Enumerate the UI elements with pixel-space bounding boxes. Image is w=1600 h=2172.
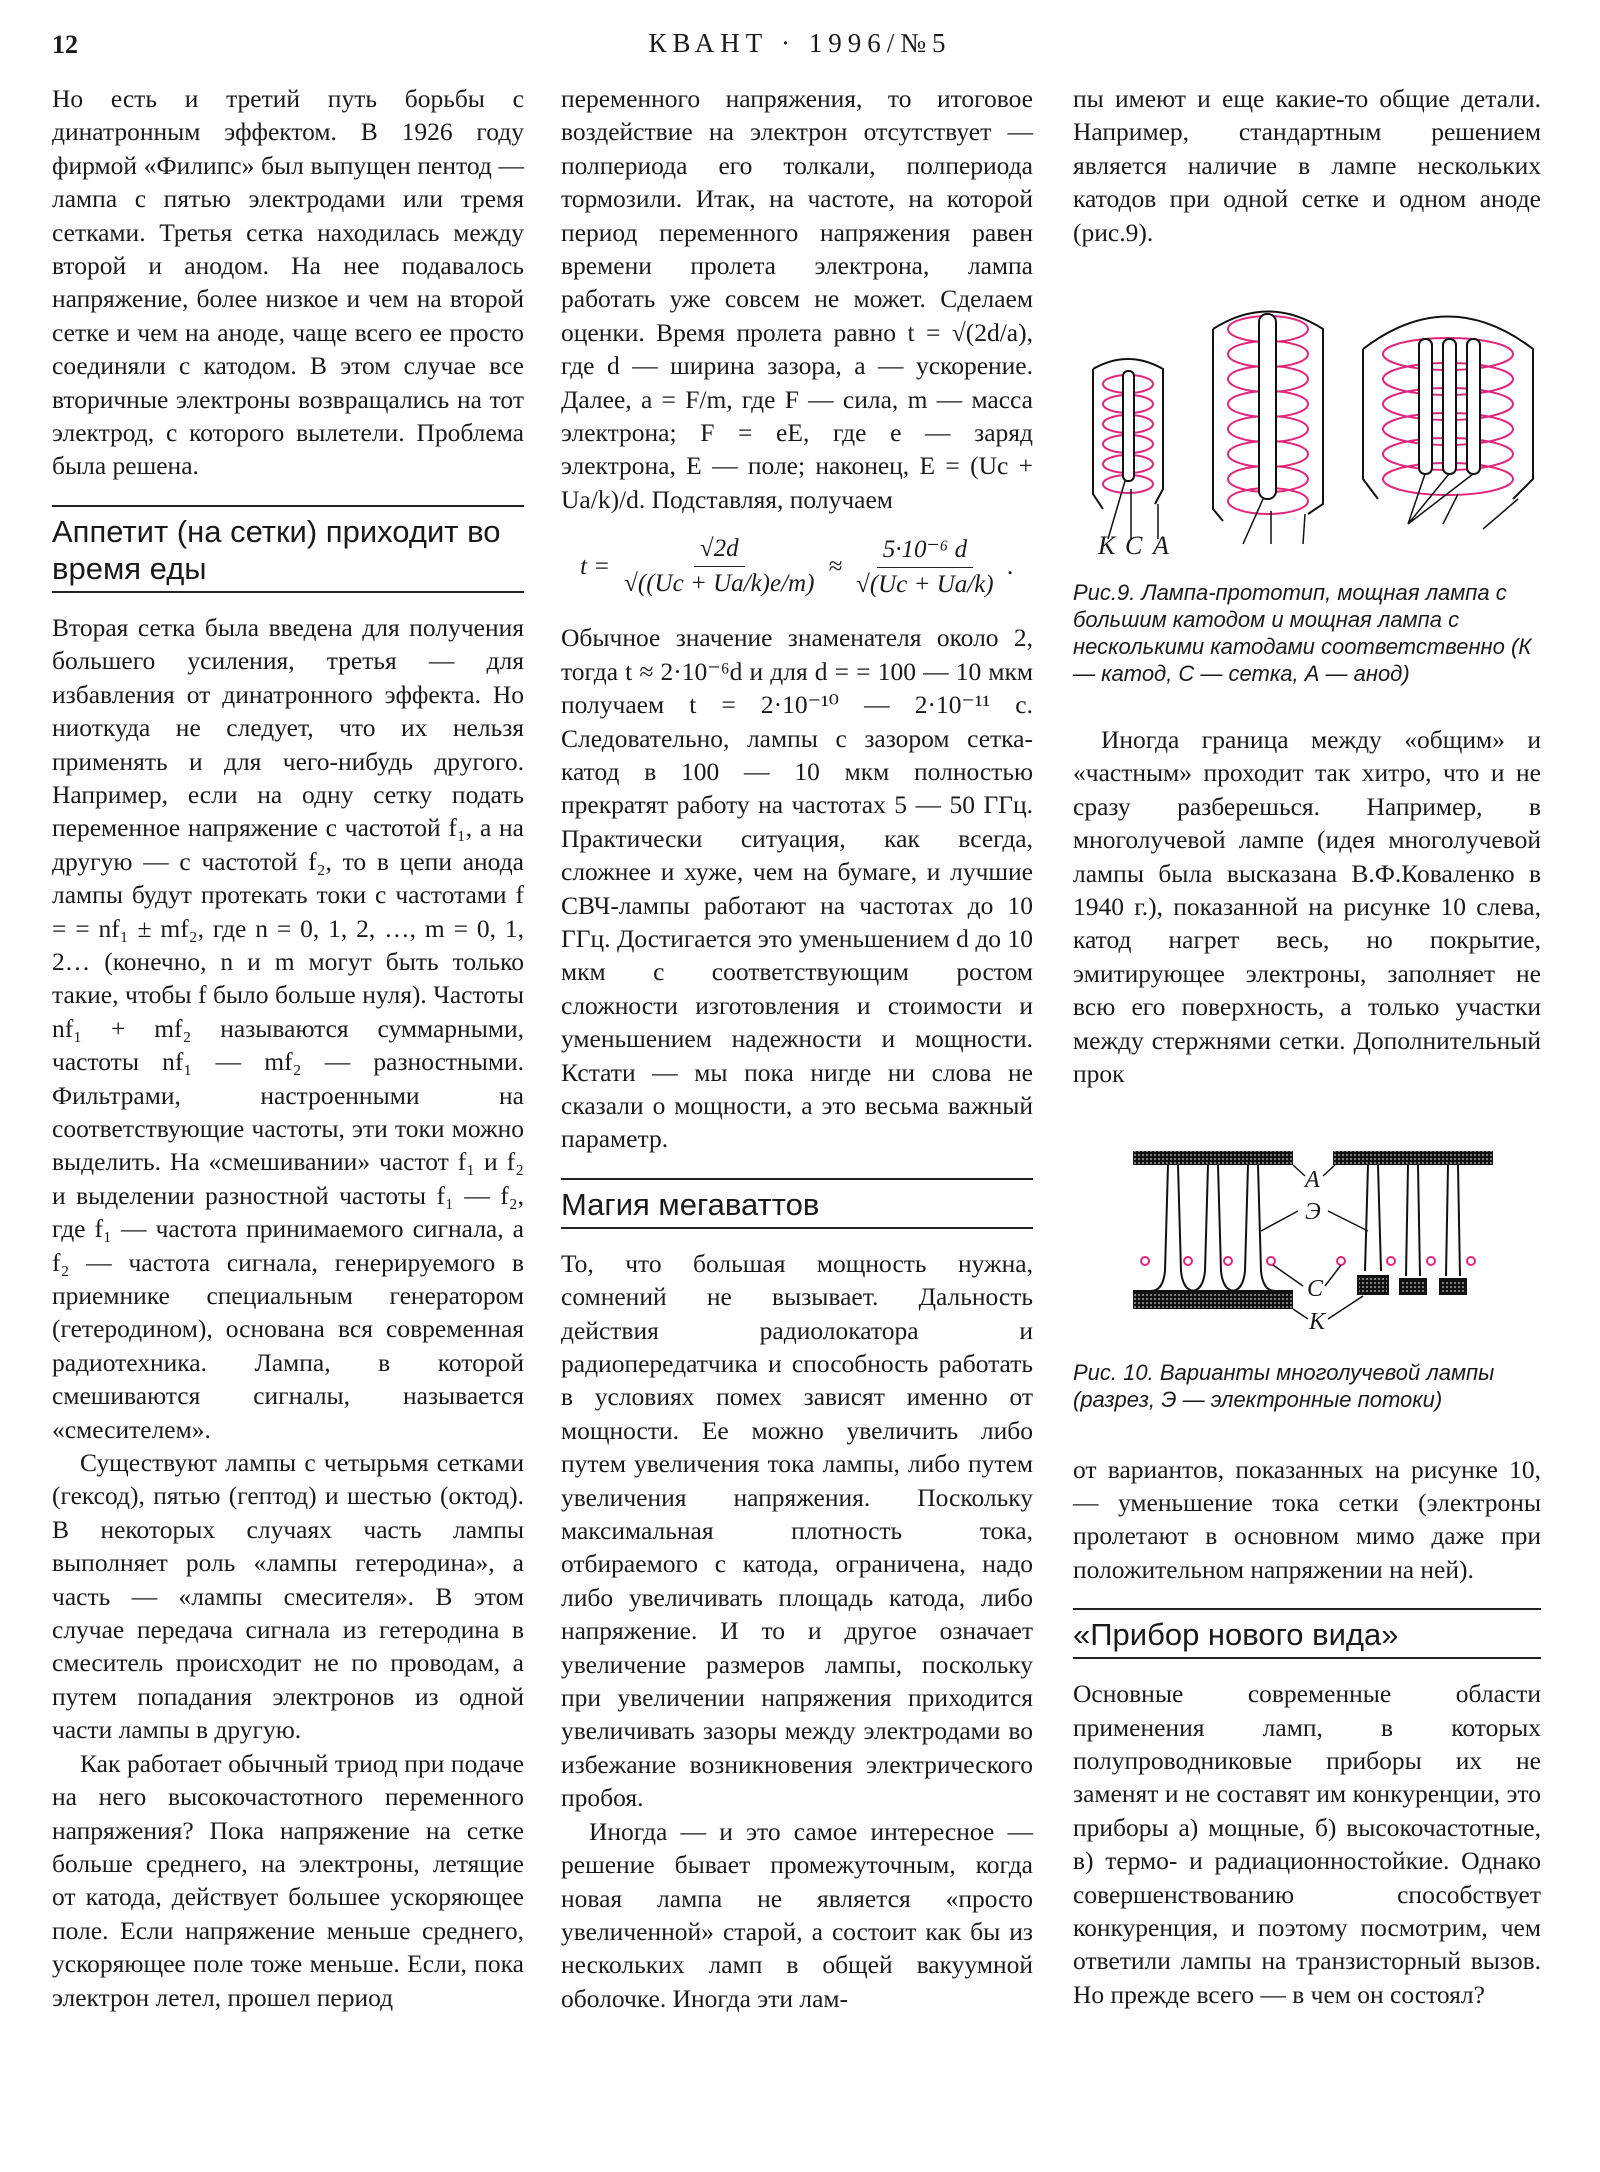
label-anode: А bbox=[1305, 1166, 1320, 1193]
approx-sign: ≈ bbox=[828, 552, 843, 580]
label-cathode: К bbox=[1098, 531, 1116, 561]
column-2 bbox=[561, 82, 1033, 2015]
label-cathode: К bbox=[1309, 1308, 1325, 1335]
label-grid: С bbox=[1125, 531, 1143, 561]
section-heading: Магия мегаваттов bbox=[561, 1178, 1033, 1229]
section-heading: «Прибор нового вида» bbox=[1073, 1608, 1541, 1659]
label-grid: С bbox=[1307, 1275, 1324, 1302]
paragraph: пы имеют и еще какие-то общие детали. Например, стандартным решением является наличие в лампе нескольких катодов при одной сетке и одном аноде (рис.9). bbox=[1073, 84, 1541, 247]
column-1 bbox=[52, 82, 524, 2014]
paragraph: То, что большая мощность нужна, сомнений не вызывает. Дальность действия радиолокатора и радиопередатчика и способность работать в условиях помех зависят именно от мощности. Ее можно увеличить либо путем увеличения тока лампы, либо путем увеличения напряжения. Поскольку максимальная плотность тока, отбираемого с катода, ограничена, надо либо увеличивать площадь катода, либо напряжение. И то и другое означает увеличение размеров лампы, поскольку при увеличении напряжения приходится увеличивать зазоры между электродами во избежание возникновения электрического пробоя. bbox=[561, 1248, 1033, 1813]
figure-10-caption: Рис. 10. Варианты многолучевой лампы (разрез, Э — электронные потоки) bbox=[1073, 1359, 1495, 1412]
section-heading: Аппетит (на сетки) приходит во время еды bbox=[52, 505, 524, 593]
formula-flight-time bbox=[561, 534, 1033, 599]
paragraph: Как работает обычный триод при подаче на него высокочастотного переменного напряжения? Пока напряжение на сетке больше среднего, на электроны, летящие от катода, действует большее ускоряющее поле. Если напряжение меньше среднего, ускоряющее поле тоже меньше. Если, пока электрон летел, прошел период bbox=[52, 1748, 524, 2012]
column-3 bbox=[1073, 82, 1541, 2011]
figure-9-caption: Рис.9. Лампа-прототип, мощная лампа с большим катодом и мощная лампа с несколькими катодами соответственно (К — катод, С — сетка, А — анод) bbox=[1073, 580, 1532, 687]
page-number: 12 bbox=[52, 30, 78, 59]
lamp-diagrams bbox=[1073, 289, 1541, 549]
paragraph: Но есть и третий путь борьбы с динатронным эффектом. В 1926 году фирмой «Филипс» был выпущен пентод — лампа с пятью электродами или тремя сетками. Третья сетка находилась между второй и анодом. На нее подавалось напряжение, более низкое и чем на второй сетке и чем на аноде, чаще всего ее просто соединяли с катодом. В этом случае все вторичные электроны возвращались на тот электрод, с которого вылетели. Проблема была решена. bbox=[52, 84, 524, 481]
figure-9 bbox=[1073, 289, 1541, 687]
label-anode: А bbox=[1153, 531, 1169, 561]
paragraph: Существуют лампы с четырьмя сетками (гексод), пятью (гептод) и шестью (октод). В некоторых случаях часть лампы выполняет роль «лампы гетеродина», а часть — «лампы смесителя». В этом случае передача сигнала из гетеродина в смеситель происходит не по проводам, а путем попадания электронов из одной части лампы в другую. bbox=[52, 1448, 524, 1745]
denominator: √((Uс + Uа/k)e/m) bbox=[624, 570, 815, 598]
fraction bbox=[618, 535, 820, 598]
paragraph: Вторая сетка была введена для получения большего усиления, третья — для избавления от динатронного эффекта. Но ниоткуда не следует, что их нельзя применять и для чего-нибудь другого. Например, если на одну сетку подать переменное напряжение с частотой f₁, а на другую — с частотой f₂, то в цепи анода лампы будут протекать токи с частотами f = = nf₁ ± mf₂, где n = 0, 1, 2, …, m = 0, 1, 2… (конечно, n и m могут быть только такие, чтобы f было больше нуля). Частоты nf₁ + mf₂ называются суммарными, частоты nf₁ — mf₂ — разностными. Фильтрами, настроенными на соответствующие частоты, эти токи можно выделить. На «смешивании» частот f₁ и f₂ и выделении разностной частоты f₁ — f₂, где f₁ — частота принимаемого сигнала, а f₂ — частота сигнала, генерируемого в приемнике специальным генератором (гетеродином), основана вся современная радиотехника. Лампа, в которой смешиваются сигналы, называется «смесителем». bbox=[52, 612, 524, 1444]
fraction bbox=[850, 534, 1000, 599]
period: . bbox=[1007, 552, 1014, 580]
numerator: √2d bbox=[694, 535, 745, 567]
paragraph: Иногда — и это самое интересное — решение бывает промежуточным, когда новая лампа не является «просто увеличенной» старой, а состоит как бы из нескольких ламп в общей вакуумной оболочке. Иногда эти лам- bbox=[561, 1816, 1033, 2013]
formula-lhs: t = bbox=[580, 552, 611, 580]
running-title: КВАНТ · 1996/№5 bbox=[648, 28, 952, 58]
paragraph: от вариантов, показанных на рисунке 10, — уменьшение тока сетки (электроны пролетают в основном мимо даже при положительном напряжении на ней). bbox=[1073, 1454, 1541, 1584]
paragraph: Иногда граница между «общим» и «частным» проходит так хитро, что и не сразу разберешься. Например, в многолучевой лампе (идея многолучевой лампы была высказана В.Ф.Коваленко в 1940 г.), показанной на рисунке 10 слева, катод нагрет весь, но покрытие, эмитирующее электроны, заполняет не всю его поверхность, а только участки между стержнями сетки. Дополнительный прок bbox=[1073, 725, 1541, 1089]
figure-10 bbox=[1073, 1141, 1541, 1413]
paragraph: Основные современные области применения ламп, в которых полупроводниковые приборы их не заменят и не составят им конкуренции, это приборы а) мощные, б) высокочастотные, в) термо- и радиационностойкие. Однако совершенствованию способствует конкуренция, и поэтому посмотрим, чем ответили лампы на транзисторный вызов. Но прежде всего — в чем он состоял? bbox=[1073, 1679, 1541, 2009]
paragraph: переменного напряжения, то итоговое воздействие на электрон отсутствует — полпериода его толкали, полпериода тормозили. Итак, на частоте, на которой период переменного напряжения равен времени пролета электрона, лампа работать уже совсем не может. Сделаем оценки. Время пролета равно t = √(2d/a), где d — ширина зазора, a — ускорение. Далее, a = F/m, где F — сила, m — масса электрона; F = eE, где e — заряд электрона, E — поле; наконец, E = (Uс + Uа/k)/d. Подставляя, получаем bbox=[561, 84, 1033, 514]
denominator: √(Uс + Uа/k) bbox=[856, 571, 994, 599]
paragraph: Обычное значение знаменателя около 2, тогда t ≈ 2·10⁻⁶d и для d = = 100 — 10 мкм получаем t = 2·10⁻¹⁰ — 2·10⁻¹¹ с. Следовательно, лампы с зазором сетка-катод в 100 — 10 мкм полностью прекратят работу на частотах 5 — 50 ГГц. Практически ситуация, как всегда, сложнее и хуже, чем на бумаге, и лучшие СВЧ-лампы работают на частотах до 10 ГГц. Достигается это уменьшением d до 10 мкм с соответствующим ростом сложности изготовления и стоимости и уменьшением надежности и мощности. Кстати — мы пока нигде ни слова не сказали о мощности, а это весьма важный параметр. bbox=[561, 623, 1033, 1154]
label-electron-streams: Э bbox=[1305, 1198, 1321, 1225]
numerator: 5·10⁻⁶ d bbox=[877, 534, 973, 568]
